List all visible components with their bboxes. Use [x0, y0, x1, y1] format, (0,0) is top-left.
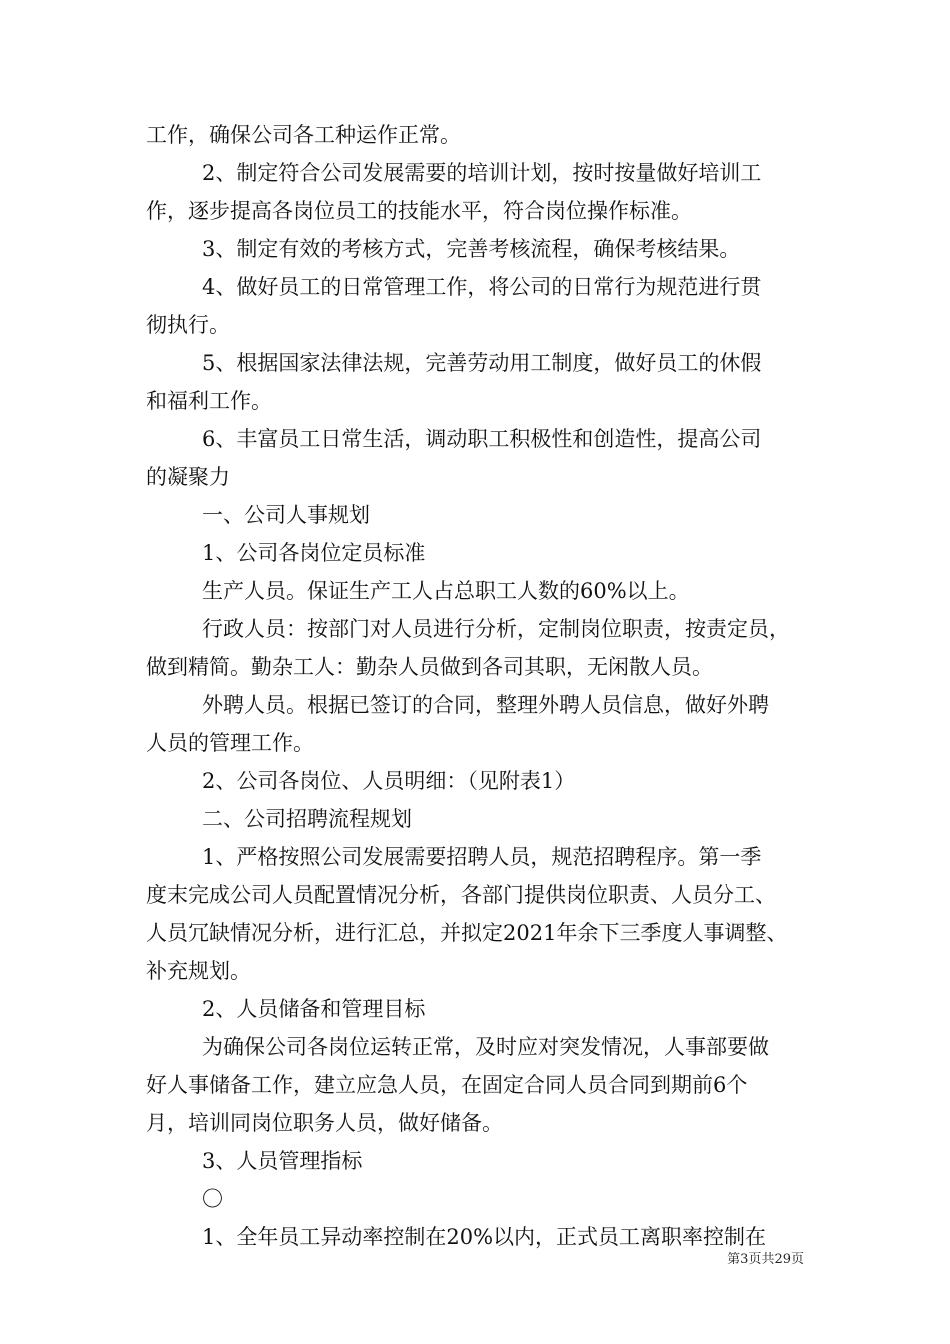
text-line: 人员冗缺情况分析，进行汇总，并拟定2021年余下三季度人事调整、 — [146, 921, 788, 945]
subsection-heading: 3、人员管理指标 — [202, 1149, 363, 1173]
text-line: 做到精简。勤杂工人：勤杂人员做到各司其职，无闲散人员。 — [146, 655, 713, 679]
text-line: 5、根据国家法律法规，完善劳动用工制度，做好员工的休假 — [202, 351, 762, 375]
text-line: 人员的管理工作。 — [146, 731, 314, 755]
subsection-heading: 2、人员储备和管理目标 — [202, 997, 426, 1021]
text-line: 工作，确保公司各工种运作正常。 — [146, 123, 461, 147]
page-number: 第3页共29页 — [727, 1252, 804, 1267]
text-line: 度末完成公司人员配置情况分析，各部门提供岗位职责、人员分工、 — [146, 883, 776, 907]
text-line: 好人事储备工作，建立应急人员，在固定合同人员合同到期前6个 — [146, 1073, 748, 1097]
text-line: 1、严格按照公司发展需要招聘人员，规范招聘程序。第一季 — [202, 845, 762, 869]
text-line: 为确保公司各岗位运转正常，及时应对突发情况，人事部要做 — [202, 1035, 769, 1059]
text-line: 2、制定符合公司发展需要的培训计划，按时按量做好培训工 — [202, 161, 762, 185]
subsection-heading: 2、公司各岗位、人员明细：（见附表1） — [202, 769, 576, 793]
text-line: 的凝聚力 — [146, 465, 230, 489]
text-line: 外聘人员。根据已签订的合同，整理外聘人员信息，做好外聘 — [202, 693, 769, 717]
text-line: 补充规划。 — [146, 959, 251, 983]
text-line: 1、全年员工异动率控制在20%以内，正式员工离职率控制在 — [202, 1225, 767, 1249]
text-line: 彻执行。 — [146, 313, 230, 337]
text-line: 生产人员。保证生产工人占总职工人数的60%以上。 — [202, 579, 690, 603]
section-heading: 二、公司招聘流程规划 — [202, 807, 412, 831]
subsection-heading: 1、公司各岗位定员标准 — [202, 541, 426, 565]
section-heading: 一、公司人事规划 — [202, 503, 370, 527]
text-line: 6、丰富员工日常生活，调动职工积极性和创造性，提高公司 — [202, 427, 762, 451]
text-line: 和福利工作。 — [146, 389, 272, 413]
text-line: 3、制定有效的考核方式，完善考核流程，确保考核结果。 — [202, 237, 741, 261]
text-line: 行政人员：按部门对人员进行分析，定制岗位职责，按责定员， — [202, 617, 790, 641]
text-line: 作，逐步提高各岗位员工的技能水平，符合岗位操作标准。 — [146, 199, 692, 223]
text-line: 4、做好员工的日常管理工作，将公司的日常行为规范进行贯 — [202, 275, 762, 299]
text-line: 月，培训同岗位职务人员，做好储备。 — [146, 1111, 503, 1135]
circle-mark: 〇 — [202, 1187, 223, 1211]
document-body — [146, 116, 810, 1256]
